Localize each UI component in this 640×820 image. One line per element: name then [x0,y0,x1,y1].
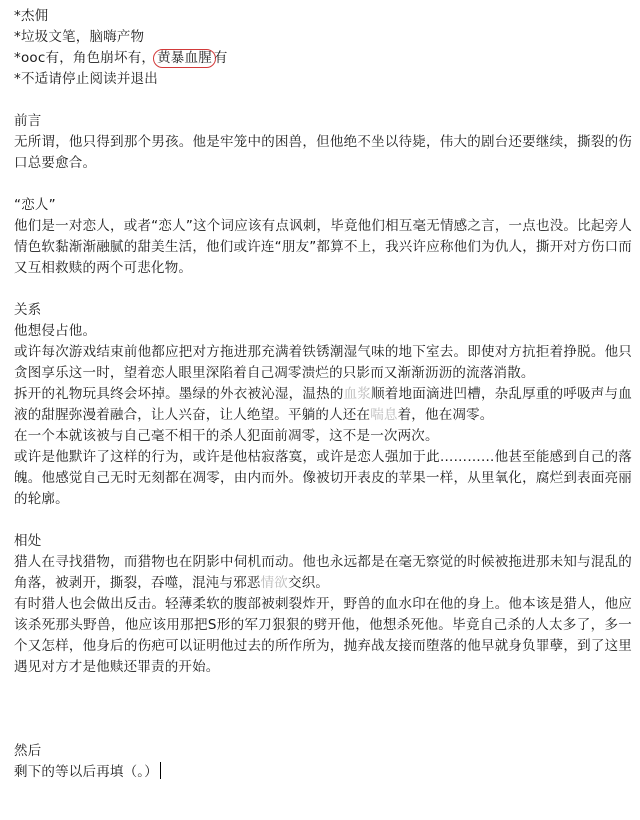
paragraph: 无所谓，他只得到那个男孩。他是牢笼中的困兽，但他绝不坐以待毙，伟大的剧台还要继续，撕裂的伤口总要愈合。 [14,134,632,171]
warning-text: 有 [213,50,228,66]
blank-line [14,174,632,195]
warning-text: *ooc有，角色崩坏有， [14,50,156,66]
paragraph-with-cursor[interactable] [14,762,632,783]
paragraph-text: 顺着地面滴进凹槽，杂乱厚重的呼吸声与血液的甜腥弥漫着融合，让人兴奋，让人绝望。平躺的人还在 [14,386,632,423]
blank-line [14,510,632,531]
paragraph [14,384,632,426]
circled-warning-text: 黄暴血腥 [153,49,216,68]
paragraph: 或许每次游戏结束前他都应把对方拖进那充满着铁锈潮湿气味的地下室去。即使对方抗拒着挣脱。他只贪图享乐这一时，望着恋人眼里深陷着自己凋零溃烂的只影而又渐渐沥沥的流落消散。 [14,344,632,381]
section-heading: 关系 [14,302,42,318]
paragraph-text: 着，他在凋零。 [397,407,494,423]
paragraph-text: 猎人在寻找猎物，而猎物也在阴影中伺机而动。他也永远都是在毫无察觉的时候被拖进那未知与混乱的角落，被剥开，撕裂，吞噬，混沌与邪恶 [14,554,632,591]
paragraph: 在一个本就该被与自己毫不相干的杀人犯面前凋零，这不是一次两次。 [14,428,439,444]
paragraph [14,552,632,594]
blank-line [14,279,632,300]
warning-line: *杰佣 [14,8,49,24]
warning-line [14,48,632,69]
faint-text: 情欲 [260,575,289,591]
paragraph: 有时猎人也会做出反击。轻薄柔软的腹部被刺裂炸开，野兽的血水印在他的身上。他本该是猎人，他应该杀死那头野兽，他应该用那把S形的军刀狠狠的劈开他，他想杀死他。毕竟自己杀的人太多了，多一个又怎样，他身后的伤疤可以证明他过去的所作所为，抛弃战友接而堕落的他早就身负罪孽，到了这里遇见对方才是他赎还罪责的开始。 [14,596,632,675]
paragraph: 或许是他默许了这样的行为，或许是他枯寂落寞，或许是恋人强加于此…………他甚至能感到自己的落魄。他感觉自己无时无刻都在凋零，由内而外。像被切开表皮的苹果一样，从里氧化，腐烂到表面亮丽的轮廓。 [14,449,632,507]
paragraph-text: 拆开的礼物玩具终会坏掉。墨绿的外衣被沁湿，温热的 [14,386,344,402]
paragraph: 他想侵占他。 [14,323,97,339]
paragraph-text: 剩下的等以后再填（。） [14,764,158,780]
section-heading: 然后 [14,743,42,759]
paragraph: 他们是一对恋人，或者“恋人”这个词应该有点讽刺，毕竟他们相互毫无情感之言，一点也没。比起旁人情色软黏渐渐融腻的甜美生活，他们或许连“朋友”都算不上，我兴许应称他们为仇人，撕开对方伤口而又互相救赎的两个可悲化物。 [14,218,632,276]
document-body[interactable] [14,6,632,783]
blank-line [14,90,632,111]
faint-text: 喘息 [370,407,398,423]
paragraph-text: 交织。 [288,575,330,591]
section-heading: 相处 [14,533,42,549]
text-cursor [160,762,162,779]
section-heading: 前言 [14,113,42,129]
warning-line: *不适请停止阅读并退出 [14,71,158,87]
faint-text: 血浆 [343,386,372,402]
section-heading: “恋人” [14,197,56,213]
blank-lines [14,678,632,741]
warning-line: *垃圾文笔，脑嗨产物 [14,29,145,45]
